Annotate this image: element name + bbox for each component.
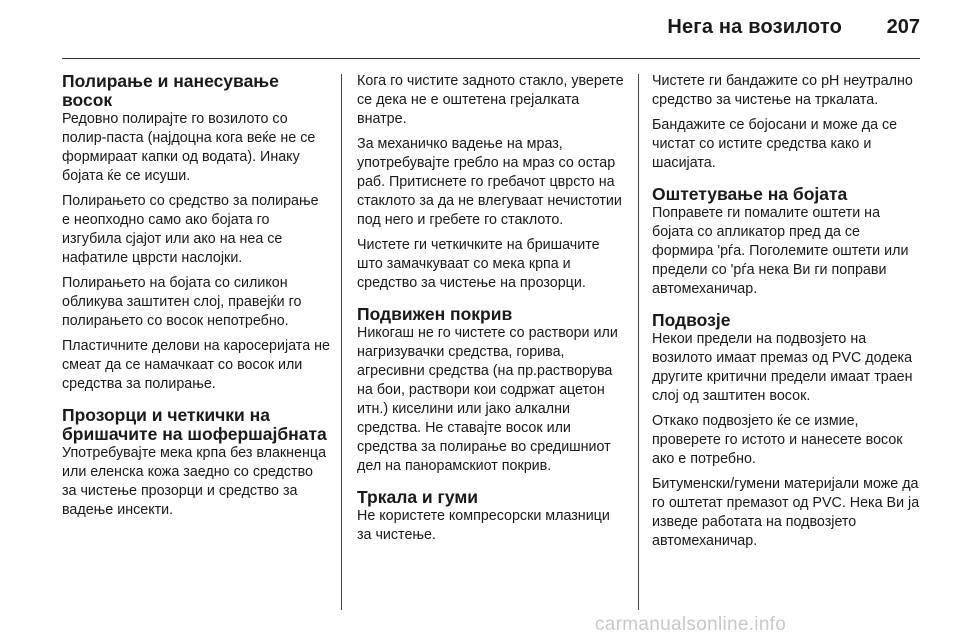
- paragraph: Пластичните делови на каросеријата не смеат да се намачкаат со восок или средства за полирање.: [62, 338, 330, 392]
- paragraph: Чистете ги бандажите со pH неутрално средство за чистење на тркалата.: [652, 73, 913, 108]
- page-header-title: Нега на возилото: [667, 16, 842, 38]
- column-divider-1: [341, 74, 342, 610]
- paragraph: Полирањето на бојата со силикон обликува заштитен слој, правејќи го полирањето со восок непотребно.: [62, 275, 302, 329]
- paragraph: За механичко вадење на мраз, употребувајте гребло на мраз со остар раб. Притиснете го гребачот цврсто на стаклото за да не влегуваат нечистотии под него и гребете го стаклото.: [357, 136, 622, 228]
- paragraph: Употребувајте мека крпа без влакненца или еленска кожа заедно со средство за чистење прозорци и средство за вадење инсекти.: [62, 445, 327, 518]
- section-sunroof: [357, 305, 625, 476]
- section-wheels-continued: [652, 72, 920, 173]
- column-1: [62, 72, 330, 532]
- section-windows-continued: [357, 72, 625, 293]
- column-2: [357, 72, 625, 557]
- page-number: 207: [886, 16, 920, 38]
- section-paint-damage: [652, 185, 920, 299]
- paragraph: Откако подвозјето ќе се измие, проверете го истото и нанесете восок ако е потребно.: [652, 413, 903, 467]
- section-windows-wipers: [62, 406, 330, 520]
- section-underbody: [652, 311, 920, 551]
- paragraph: Бандажите се бојосани и може да се чистат со истите средства како и шасијата.: [652, 117, 898, 171]
- section-heading: Прозорци и четкички на бришачите на шофершајбната: [62, 405, 327, 444]
- paragraph: Битуменски/гумени материјали може да го оштетат премазот од PVC. Нека Ви ја изведе работата на подвозјето автомеханичар.: [652, 476, 920, 549]
- paragraph: Редовно полирајте го возилото со полир-паста (најдоцна кога веќе не се формираат капки од водата). Инаку бојата ќе се исуши.: [62, 111, 316, 184]
- paragraph: Некои предели на подвозјето на возилото имаат премаз од PVC додека другите критични предели имаат траен слој од заштитен восок.: [652, 331, 913, 404]
- section-heading: Подвозје: [652, 310, 731, 330]
- section-polishing: [62, 72, 330, 394]
- header-divider: [62, 58, 920, 59]
- paragraph: Чистете ги четкичките на бришачите што замачкуваат со мека крпа и средство за чистење на прозорци.: [357, 237, 600, 291]
- watermark-text: carmanualsonline.info: [595, 614, 787, 635]
- paragraph: Не користете компресорски млазници за чистење.: [357, 508, 610, 543]
- paragraph: Кога го чистите задното стакло, уверете се дека не е оштетена грејалката внатре.: [357, 73, 624, 127]
- paragraph: Полирањето со средство за полирање е неопходно само ако бојата го изгубила сјајот или ако на неа се нафатиле цврсти наслојки.: [62, 193, 319, 266]
- section-wheels-tyres: [357, 488, 625, 545]
- section-heading: Полирање и нанесување восок: [62, 71, 279, 110]
- column-divider-2: [638, 74, 639, 610]
- paragraph: Поправете ги помалите оштети на бојата со апликатор пред да се формира 'рѓа. Поголемите оштети или предели со 'рѓа нека Ви ги поправи автомеханичар.: [652, 205, 909, 297]
- column-3: [652, 72, 920, 563]
- paragraph: Никогаш не го чистете со раствори или нагризувачки средства, горива, агресивни средства (на пр.растворува на бои, раствори кои содржат ацетон итн.) киселини или јако алкални средства. Не ставајте восок или средства за полирање во средишниот дел на панорамскиот покрив.: [357, 325, 618, 474]
- section-heading: Оштетување на бојата: [652, 184, 848, 204]
- section-heading: Подвижен покрив: [357, 304, 513, 324]
- section-heading: Тркала и гуми: [357, 487, 479, 507]
